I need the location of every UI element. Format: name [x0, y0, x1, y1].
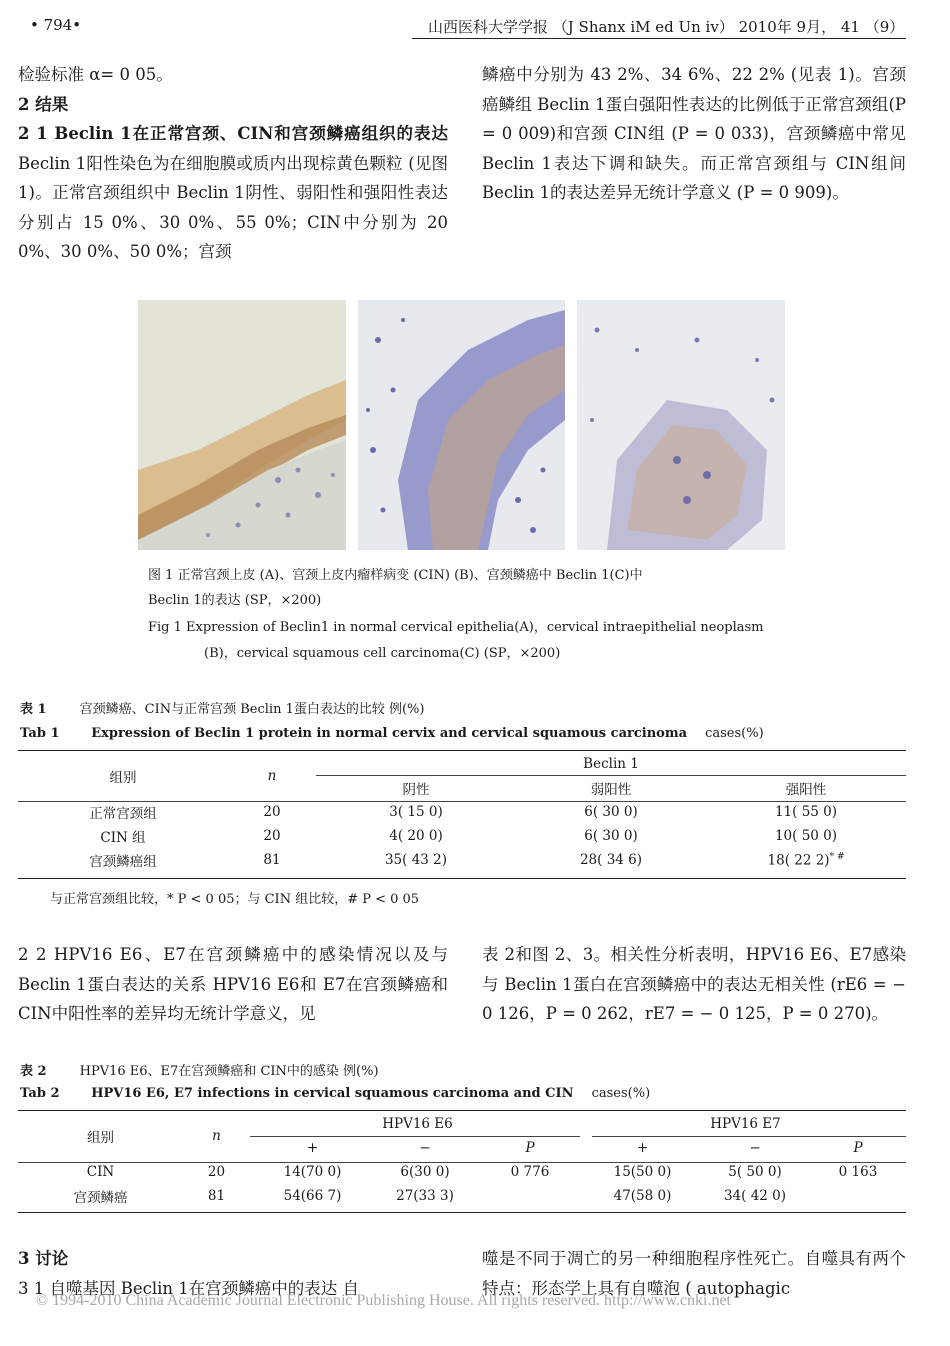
table2-header-n: n	[212, 1128, 221, 1144]
table1-note: 与正常宫颈组比较，* P < 0 05；与 CIN 组比较，# P < 0 05	[50, 892, 420, 907]
table1-cell-n: 81	[263, 852, 281, 868]
table1-title-cn	[20, 698, 424, 717]
right-column-bottom: 噬是不同于凋亡的另一种细胞程序性死亡。自噬具有两个特点：形态学上具有自噬泡 ( autophagic	[482, 1249, 906, 1298]
table1-unit-en: cases(%)	[705, 726, 764, 741]
micrograph-c	[577, 300, 785, 550]
right-column-top: 鳞癌中分别为 43 2%、34 6%、22 2% (见表 1)。宫颈癌鳞组 Beclin 1蛋白强阳性表达的比例低于正常宫颈组(P = 0 009)和宫颈 CIN组 (P = 0 033)，宫颈鳞癌中常见 Beclin 1表达下调和缺失。而正常宫颈组与 CIN组间 Beclin 1的表达差异无统计学意义 (P = 0 909)。	[482, 65, 906, 202]
table2-title-en	[20, 1086, 650, 1101]
table-row	[18, 1184, 906, 1208]
section-2-1-heading: 2 1 Beclin 1在正常宫颈、CIN和宫颈鳞癌组织的表达	[18, 124, 448, 143]
table1-caption-cn: 宫颈鳞癌、CIN与正常宫颈 Beclin 1蛋白表达的比较 例(%)	[79, 702, 425, 717]
table-row	[18, 824, 906, 848]
table2-unit-en: cases(%)	[591, 1086, 651, 1101]
table1-top-rule	[18, 750, 906, 751]
table2-cell-e6-minus: 6(30 0)	[400, 1164, 450, 1180]
table2-cell-e7-plus: 47(58 0)	[613, 1188, 672, 1204]
table1	[18, 752, 906, 872]
figure-caption-en-2: (B)，cervical squamous cell carcinoma(C) (SP，×200)	[204, 646, 561, 661]
table1-cell-strong: 11( 55 0)	[774, 804, 838, 820]
micrograph-a	[138, 300, 346, 550]
table2-cell-e7-minus: 5( 50 0)	[728, 1164, 782, 1180]
table2-cell-e7-minus: 34( 42 0)	[723, 1188, 787, 1204]
table1-cell-neg: 35( 43 2)	[384, 852, 448, 868]
table1-caption-en: Expression of Beclin 1 protein in normal cervix and cervical squamous carcinoma	[91, 726, 687, 741]
table2-header-e7-minus: −	[749, 1140, 761, 1156]
table2-caption-cn: HPV16 E6、E7在宫颈鳞癌和 CIN中的感染 例(%)	[79, 1064, 379, 1079]
table1-header-beclin: Beclin 1	[583, 756, 639, 772]
table2-cell-n: 20	[207, 1164, 226, 1180]
table1-cell-neg: 3( 15 0)	[389, 804, 443, 820]
table2-bottom-rule	[18, 1212, 906, 1213]
journal-header: 山西医科大学学报 （J Shanx iM ed Un iv） 2010年 9月， 41 （9）	[428, 18, 905, 36]
figure-caption-cn-1: 图 1 正常宫颈上皮 (A)、宫颈上皮内瘤样病变 (CIN) (B)、宫颈鳞癌中 Beclin 1(C)中	[148, 568, 643, 583]
table1-header-weak: 弱阳性	[590, 782, 632, 798]
table1-header-neg: 阴性	[402, 782, 430, 798]
section-2-1-body: Beclin 1阳性染色为在细胞膜或质内出现棕黄色颗粒 (见图 1)。正常宫颈组织中 Beclin 1阴性、弱阳性和强阳性表达分别占 15 0%、30 0%、55 0%；CIN中分别为 20 0%、30 0%、50 0%；宫颈	[18, 153, 448, 261]
page-number: • 794•	[30, 16, 82, 34]
table2-label-en: Tab 2	[20, 1086, 60, 1101]
table2-header-e7: HPV16 E7	[710, 1116, 781, 1132]
table-row	[18, 800, 906, 824]
table1-cell-strong	[706, 848, 906, 872]
table1-significance-marks: * #	[829, 851, 845, 862]
table2-cell-e7-p: 0 163	[838, 1164, 878, 1180]
table2-cell-group: CIN	[86, 1164, 115, 1180]
table1-cell-weak: 6( 30 0)	[584, 828, 638, 844]
table2-top-rule	[18, 1110, 906, 1111]
table1-cell-group: 正常宫颈组	[89, 806, 157, 822]
table1-label-en: Tab 1	[20, 726, 60, 741]
copyright-watermark: © 1994-2010 China Academic Journal Electronic Publishing House. All rights reserved. http://www.cnki.net	[36, 1292, 731, 1309]
table2-header-e7-plus: +	[636, 1140, 649, 1156]
table2-header-e6-p: P	[525, 1140, 535, 1156]
table2-header-group: 组别	[87, 1130, 114, 1146]
table2-header-e7-p: P	[853, 1140, 863, 1156]
correlation-paragraph: 表 2和图 2、3。相关性分析表明，HPV16 E6、E7感染与 Beclin 1蛋白在宫颈鳞癌中的表达无相关性 (rE6 = − 0 126，P = 0 262，rE7 = − 0 125，P = 0 270)。	[482, 945, 906, 1023]
table2-header-e6-plus: +	[306, 1140, 319, 1156]
table2-cell-n: 81	[207, 1188, 226, 1204]
table-row	[18, 1160, 906, 1184]
table2	[18, 1112, 906, 1208]
section-3-heading: 3 讨论	[18, 1249, 69, 1268]
table1-cell-n: 20	[263, 828, 281, 844]
section-2-heading: 2 结果	[18, 94, 69, 114]
table1-cell-group: CIN 组	[100, 830, 146, 846]
table2-cell-e6-minus: 27(33 3)	[396, 1188, 454, 1204]
criterion-text: 检验标准 α= 0 05。	[18, 65, 173, 84]
table1-title-en	[20, 726, 764, 741]
table2-cell-e7-p	[810, 1184, 906, 1208]
table2-cell-e6-plus: 54(66 7)	[283, 1188, 342, 1204]
table1-cell-weak: 6( 30 0)	[584, 804, 638, 820]
table1-bottom-rule	[18, 878, 906, 879]
table1-label-cn: 表 1	[20, 702, 47, 717]
table2-label-cn: 表 2	[20, 1064, 47, 1079]
micrograph-b	[358, 300, 565, 550]
table1-cell-n: 20	[263, 804, 281, 820]
table1-header-group: 组别	[109, 770, 137, 786]
table2-header-e6-minus: −	[419, 1140, 431, 1156]
table-row	[18, 848, 906, 872]
section-2-2-paragraph: 2 2 HPV16 E6、E7在宫颈鳞癌中的感染情况以及与 Beclin 1蛋白表达的关系 HPV16 E6和 E7在宫颈鳞癌和 CIN中阳性率的差异均无统计学意义，见	[18, 945, 448, 1023]
table1-cell-neg: 4( 20 0)	[389, 828, 443, 844]
table2-cell-e6-p	[475, 1184, 585, 1208]
table2-cell-e7-plus: 15(50 0)	[613, 1164, 672, 1180]
table2-title-cn	[20, 1060, 379, 1079]
table2-cell-group: 宫颈鳞癌	[73, 1190, 128, 1206]
table1-cell-group: 宫颈鳞癌组	[89, 854, 157, 870]
left-column-top	[18, 60, 448, 267]
section-2-1-paragraph	[18, 119, 448, 267]
table2-header-e6: HPV16 E6	[382, 1116, 453, 1132]
figure-caption-en-1: Fig 1 Expression of Beclin1 in normal cervical epithelia(A)，cervical intraepithelial neoplasm	[148, 620, 764, 635]
table1-cell-strong-value: 18( 22 2)	[767, 852, 830, 869]
table1-cell-strong: 10( 50 0)	[774, 828, 838, 844]
table2-cell-e6-p: 0 776	[510, 1164, 550, 1180]
table1-cell-weak: 28( 34 6)	[579, 852, 643, 868]
table2-caption-en: HPV16 E6, E7 infections in cervical squamous carcinoma and CIN	[91, 1086, 574, 1101]
table1-header-strong: 强阳性	[785, 782, 827, 798]
section-3-1-heading: 3 1 自噬基因 Beclin 1在宫颈鳞癌中的表达 自	[18, 1278, 360, 1298]
header-rule	[412, 38, 906, 39]
table1-header-n: n	[267, 768, 277, 784]
figure-caption-cn-2: Beclin 1的表达 (SP，×200)	[148, 593, 322, 608]
table2-cell-e6-plus: 14(70 0)	[283, 1164, 342, 1180]
